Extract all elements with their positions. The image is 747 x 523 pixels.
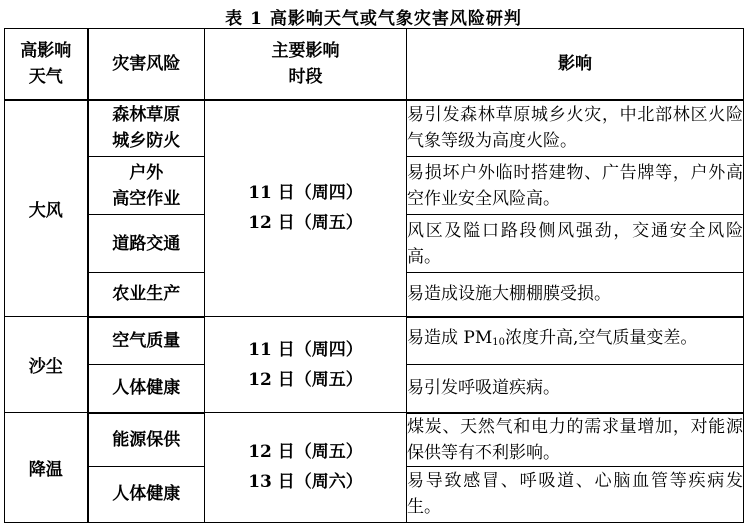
weather-cell: 降温 — [5, 413, 88, 523]
risk-cell: 人体健康 — [88, 365, 205, 413]
risk-cell: 人体健康 — [88, 466, 205, 522]
risk-cell: 户外 高空作业 — [88, 157, 205, 215]
table-row — [5, 317, 744, 365]
impact-cell: 易损坏户外临时搭建物、广告牌等，户外高空作业安全风险高。 — [407, 157, 744, 215]
header-risk: 灾害风险 — [88, 29, 205, 100]
risk-cell: 空气质量 — [88, 317, 205, 365]
impact-cell: 易造成设施大棚棚膜受损。 — [407, 273, 744, 317]
weather-cell: 大风 — [5, 100, 88, 317]
impact-cell: 煤炭、天然气和电力的需求量增加，对能源保供等有不利影响。 — [407, 413, 744, 467]
header-row — [5, 29, 744, 100]
table-title: 表 1 高影响天气或气象灾害风险研判 — [225, 9, 522, 29]
header-weather: 高影响 天气 — [5, 29, 88, 100]
period-cell: 12 日（周五） 13 日（周六） — [205, 413, 407, 523]
impact-cell: 易造成 $PM_{10}$浓度升高,空气质量变差。 — [407, 317, 744, 365]
risk-cell: 森林草原 城乡防火 — [88, 100, 205, 157]
impact-cell: 易引发森林草原城乡火灾，中北部林区火险气象等级为高度火险。 — [407, 100, 744, 157]
period-cell: 11 日（周四） 12 日（周五） — [205, 317, 407, 413]
impact-cell: 风区及隘口路段侧风强劲，交通安全风险高。 — [407, 215, 744, 273]
risk-table — [4, 28, 744, 523]
table-row — [5, 413, 744, 467]
risk-cell: 农业生产 — [88, 273, 205, 317]
impact-cell: 易引发呼吸道疾病。 — [407, 365, 744, 413]
weather-cell: 沙尘 — [5, 317, 88, 413]
impact-cell: 易导致感冒、呼吸道、心脑血管等疾病发生。 — [407, 466, 744, 522]
header-impact: 影响 — [407, 29, 744, 100]
table-row — [5, 100, 744, 157]
period-cell: 11 日（周四） 12 日（周五） — [205, 100, 407, 317]
header-period: 主要影响 时段 — [205, 29, 407, 100]
risk-cell: 能源保供 — [88, 413, 205, 467]
risk-cell: 道路交通 — [88, 215, 205, 273]
